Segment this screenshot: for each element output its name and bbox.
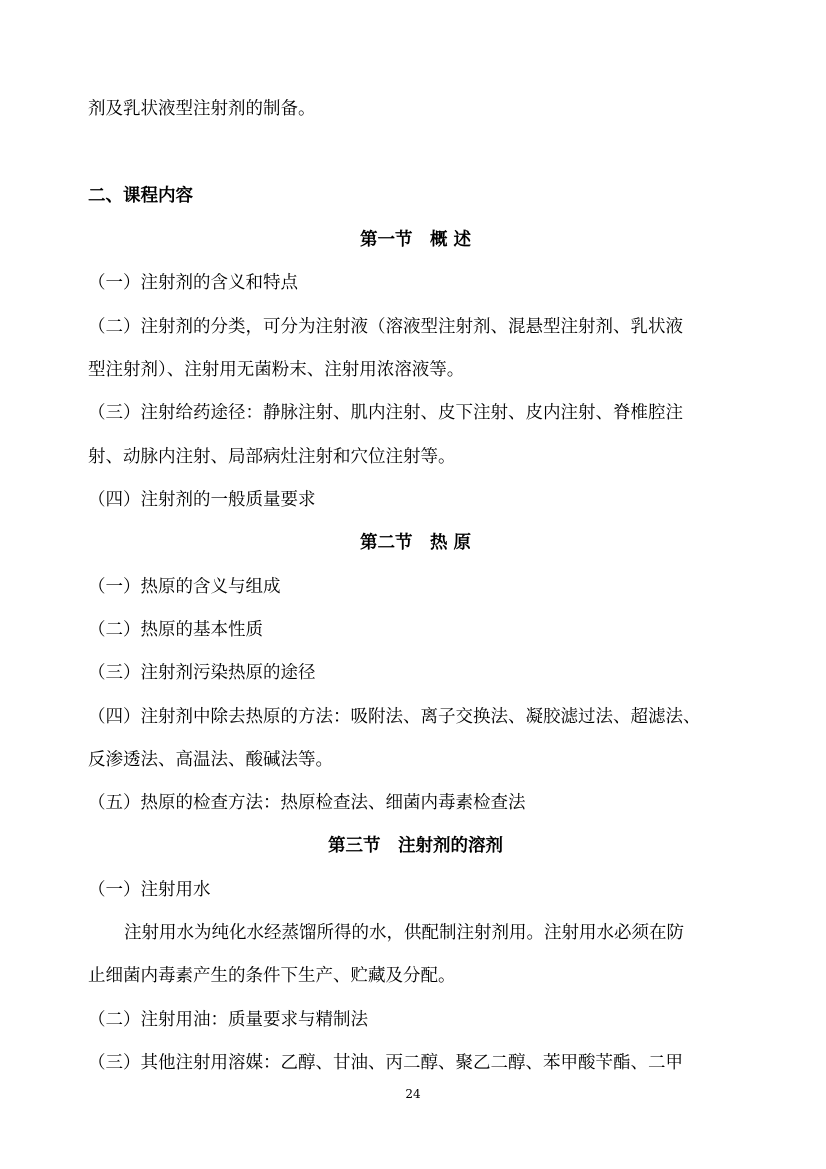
page-number: 24 <box>405 1087 421 1101</box>
text-line-9: （二）热原的基本性质 <box>88 620 263 640</box>
text-line-3: （二）注射剂的分类，可分为注射液（溶液型注射剂、混悬型注射剂、乳状液 <box>88 317 683 337</box>
text-line-12: 反渗透法、高温法、酸碱法等。 <box>88 750 333 770</box>
text-line-16: （二）注射用油：质量要求与精制法 <box>88 1010 368 1030</box>
paragraph-line-1: 注射用水为纯化水经蒸馏所得的水，供配制注射剂用。注射用水必须在防 <box>124 923 684 943</box>
text-line-4: 型注射剂）、注射用无菌粉末、注射用浓溶液等。 <box>88 360 465 380</box>
section-heading-course-content: 二、课程内容 <box>88 186 193 206</box>
text-line-1: 剂及乳状液型注射剂的制备。 <box>88 99 316 119</box>
text-line-6: 射、动脉内注射、局部病灶注射和穴位注射等。 <box>88 447 456 467</box>
text-line-5: （三）注射给药途径：静脉注射、肌内注射、皮下注射、皮内注射、脊椎腔注 <box>88 403 683 423</box>
text-line-17: （三）其他注射用溶媒：乙醇、甘油、丙二醇、聚乙二醇、苯甲酸苄酯、二甲 <box>88 1053 683 1073</box>
text-line-13: （五）热原的检查方法：热原检查法、细菌内毒素检查法 <box>88 793 526 813</box>
text-line-2: （一）注射剂的含义和特点 <box>88 273 298 293</box>
chapter-heading-1: 第一节 概 述 <box>359 230 472 250</box>
chapter-heading-3: 第三节 注射剂的溶剂 <box>328 836 503 856</box>
chapter-heading-2: 第二节 热 原 <box>359 533 472 553</box>
text-line-10: （三）注射剂污染热原的途径 <box>88 663 316 683</box>
text-line-8: （一）热原的含义与组成 <box>88 577 281 597</box>
text-line-14: （一）注射用水 <box>88 880 211 900</box>
text-line-11: （四）注射剂中除去热原的方法：吸附法、离子交换法、凝胶滤过法、超滤法、 <box>88 707 701 727</box>
text-line-15: 止细菌内毒素产生的条件下生产、贮藏及分配。 <box>88 966 456 986</box>
text-line-7: （四）注射剂的一般质量要求 <box>88 490 316 510</box>
